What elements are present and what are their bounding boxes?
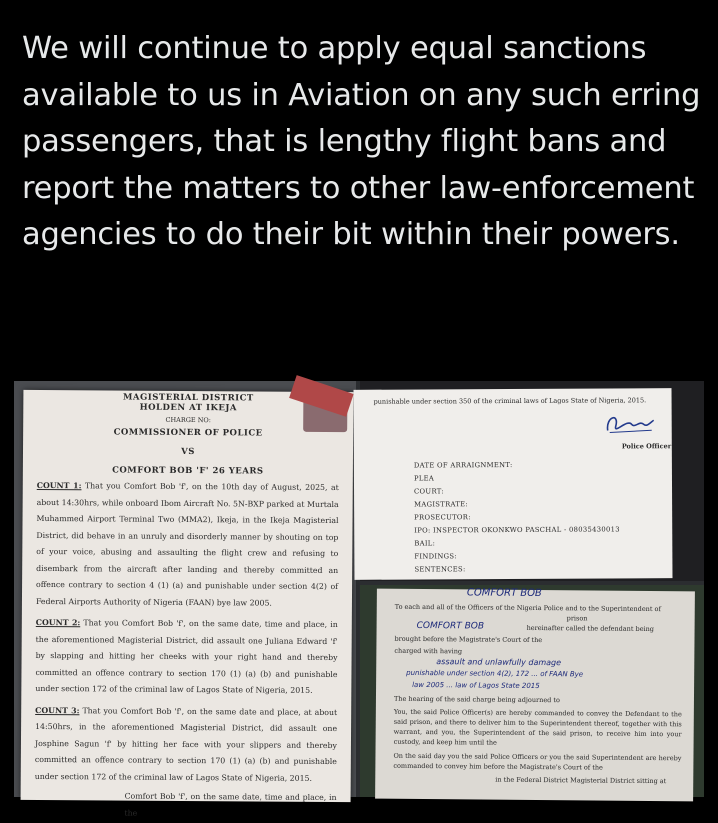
- warrant-line-6: The hearing of the said charge being adjourned to: [393, 694, 560, 705]
- count-1-label: COUNT 1:: [36, 480, 82, 491]
- field-ipo: IPO: INSPECTOR OKONKWO PASCHAL - 08035430013: [414, 525, 620, 535]
- photo-charge-sheet[interactable]: [14, 381, 356, 818]
- charge-no: CHARGE NO:: [165, 415, 211, 425]
- police-officer-label: Police Officer: [621, 442, 672, 451]
- warrant-line-4: brought before the Magistrate's Court of the: [394, 634, 543, 645]
- count-3: [35, 702, 338, 787]
- field-court: COURT:: [414, 487, 444, 496]
- charge-sheet-paper: [21, 390, 354, 818]
- count-1-text: That you Comfort Bob 'f', on the 10th day of August, 2025, at about 14:30hrs, while onboard Ibom Aircraft No. 5N-BXP parked at Murtala Muhammed Airport Terminal Two (MMA2), Ikeja, in the Ikeja Magisterial District, did behave in an unruly and disorderly manner by shouting on top of your voice, abusing and assaulting the flight crew and refusing to disembark from the aircraft after landing and thereby committed an offence contrary to section 4 (1) (a) and punishable under section 4(2) of Federal Airports Authority of Nigeria (FAAN) bye law 2005.: [35, 481, 339, 608]
- party-defendant: COMFORT BOB 'F' 26 YEARS: [112, 465, 264, 477]
- warrant-line-7: You, the said Police Officer(s) are hereby commanded to convey the Defendant to the said prison, and there to deliver him to the Superintendent thereof, together with this warrant, and you, the Superintendent of the said prison, to receive him into your custody, and keep him until the: [393, 707, 682, 747]
- field-prosecutor: PROSECUTOR:: [414, 513, 471, 522]
- officer-signature: [602, 408, 656, 438]
- party-complainant: COMMISSIONER OF POLICE: [113, 427, 263, 439]
- top-line: punishable under section 350 of the criminal laws of Lagos State of Nigeria, 2015.: [373, 396, 647, 406]
- photo-remand-warrant[interactable]: [360, 585, 704, 797]
- court-line2: HOLDEN AT IKEJA: [139, 402, 238, 414]
- field-bail: BAIL:: [414, 539, 436, 548]
- field-findings: FINDINGS:: [414, 552, 457, 561]
- arraignment-paper: [354, 388, 673, 580]
- warrant-line-1: To each and all of the Officers of the Nigeria Police and to the Superintendent of: [394, 602, 661, 614]
- field-plea: PLEA: [413, 474, 435, 483]
- field-sentences: SENTENCES:: [414, 565, 466, 574]
- tweet-media-grid[interactable]: [14, 381, 704, 818]
- count-2: [35, 615, 338, 700]
- court-line1: MAGISTERIAL DISTRICT: [122, 392, 254, 404]
- warrant-line-5: charged with having: [394, 646, 463, 656]
- handwritten-offence-2: punishable under section 4(2), 172 ... of FAAN Bye: [406, 668, 584, 679]
- handwritten-name-2: COMFORT BOB: [416, 620, 485, 632]
- count-2-text: That you Comfort Bob 'f', on the same date, time and place, in the aforementioned Magisterial District, did assault one Juliana Edward 'f' by slapping and hitting her cheeks with your right hand and thereby committed an offence contrary to section 170 (1) (a) (b) and punishable under section 172 of the criminal law of Lagos State of Nigeria, 2015.: [35, 618, 338, 695]
- warrant-paper: [375, 589, 695, 802]
- handwritten-offence-3: law 2005 ... law of Lagos State 2015: [412, 680, 540, 691]
- count-4-start: Comfort Bob 'f', on the same date, time and place, in the: [124, 791, 337, 818]
- count-2-label: COUNT 2:: [35, 617, 81, 628]
- handwritten-name: COMFORT BOB: [466, 587, 542, 600]
- warrant-line-9: in the Federal District Magisterial District sitting at: [495, 775, 667, 786]
- field-magistrate: MAGISTRATE:: [414, 500, 469, 509]
- versus-label: VS: [181, 446, 195, 458]
- handwritten-offence-1: assault and unlawfully damage: [436, 657, 562, 668]
- warrant-line-3: hereinafter called the defendant being: [526, 623, 655, 634]
- tweet-text: We will continue to apply equal sanctions available to us in Aviation on any such erring passengers, that is lengthy flight bans and report the matters to other law-enforcement agencies to do their bit within their powers.: [22, 31, 701, 252]
- field-date-arraignment: DATE OF ARRAIGNMENT:: [413, 461, 513, 470]
- count-3-label: COUNT 3:: [35, 705, 80, 715]
- count-1: [36, 478, 339, 612]
- arraignment-fields: [414, 458, 620, 576]
- warrant-line-8: On the said day you the said Police Officers or you the said Superintendent are hereby commanded to convey him before the Magistrate's Court of the: [393, 751, 682, 772]
- photo-arraignment-record[interactable]: [360, 381, 704, 581]
- count-3-text: That you Comfort Bob 'f', on the same date and place, at about 14:50hrs, in the aforementioned Magisterial District, did assault one Josphine Sagun 'f' by hitting her face with your slippers and thereby committed an offence contrary to section 170 (1) (a) (b) and punishable under section 172 of the criminal law of Lagos State of Nigeria, 2015.: [34, 705, 338, 783]
- warrant-line-2: prison: [566, 614, 588, 623]
